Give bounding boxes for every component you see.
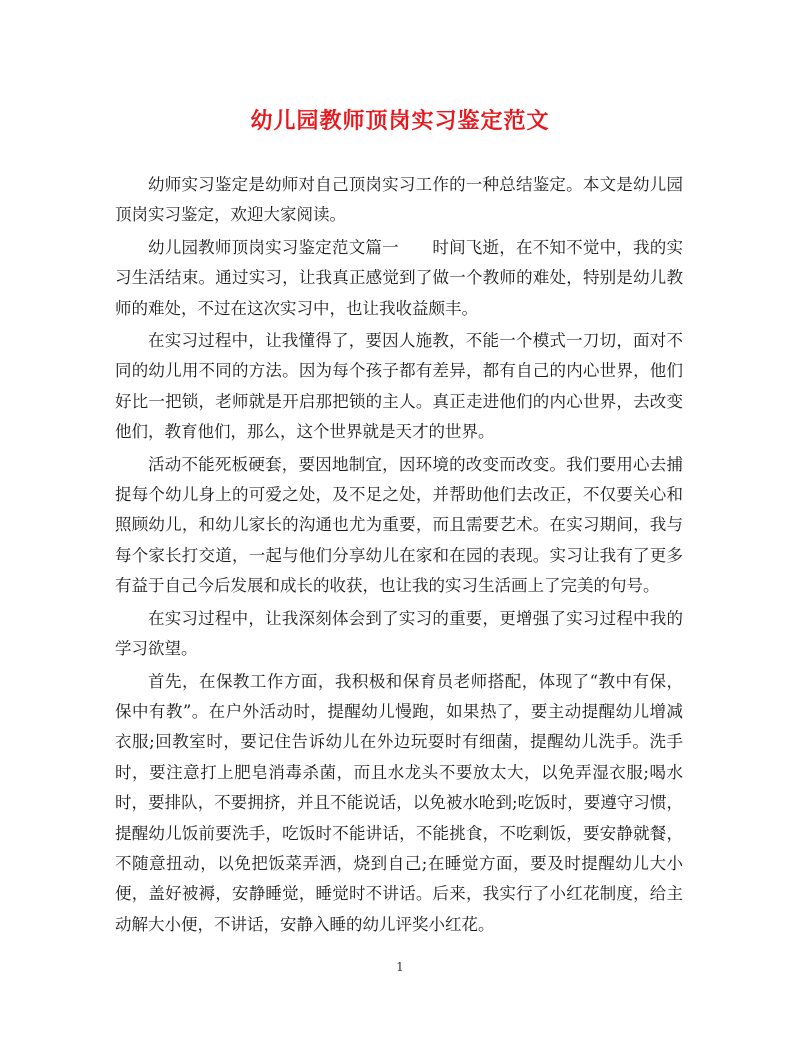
document-body (115, 170, 683, 942)
page-number: 1 (396, 960, 404, 974)
paragraph-2: 在实习过程中，让我懂得了，要因人施教，不能一个模式一刀切，面对不同的幼儿用不同的方法。因为每个孩子都有差异，都有自己的内心世界，他们好比一把锁，老师就是开启那把锁的主人。真正走进他们的内心世界，去改变他们，教育他们，那么，这个世界就是天才的世界。 (115, 331, 683, 442)
paragraph-1: 幼儿园教师顶岗实习鉴定范文篇一 时间飞逝，在不知不觉中，我的实习生活结束。通过实习，让我真正感觉到了做一个教师的难处，特别是幼儿教师的难处，不过在这次实习中，也让我收益颇丰。 (115, 237, 683, 318)
document-title: 幼儿园教师顶岗实习鉴定范文 (250, 108, 550, 134)
paragraph-5: 首先，在保教工作方面，我积极和保育员老师搭配，体现了“教中有保，保中有教”。在户外活动时，提醒幼儿慢跑，如果热了，要主动提醒幼儿增减衣服;回教室时，要记住告诉幼儿在外边玩耍时有细菌，提醒幼儿洗手。洗手时，要注意打上肥皂消毒杀菌，而且水龙头不要放太大，以免弄湿衣服;喝水时，要排队，不要拥挤，并且不能说话，以免被水呛到;吃饭时，要遵守习惯，提醒幼儿饭前要洗手，吃饭时不能讲话，不能挑食，不吃剩饭，要安静就餐，不随意扭动，以免把饭菜弄洒，烧到自己;在睡觉方面，要及时提醒幼儿大小便，盖好被褥，安静睡觉，睡觉时不讲话。后来，我实行了小红花制度，给主动解大小便，不讲话，安静入睡的幼儿评奖小红花。 (115, 671, 683, 934)
paragraph-3: 活动不能死板硬套，要因地制宜，因环境的改变而改变。我们要用心去捕捉每个幼儿身上的可爱之处，及不足之处，并帮助他们去改正，不仅要关心和照顾幼儿，和幼儿家长的沟通也尤为重要，而且需要艺术。在实习期间，我与每个家长打交道，一起与他们分享幼儿在家和在园的表现。实习让我有了更多有益于自己今后发展和成长的收获，也让我的实习生活画上了完美的句号。 (115, 454, 683, 596)
paragraph-intro: 幼师实习鉴定是幼师对自己顶岗实习工作的一种总结鉴定。本文是幼儿园顶岗实习鉴定，欢迎大家阅读。 (115, 175, 683, 225)
paragraph-4: 在实习过程中，让我深刻体会到了实习的重要，更增强了实习过程中我的学习欲望。 (115, 608, 683, 659)
